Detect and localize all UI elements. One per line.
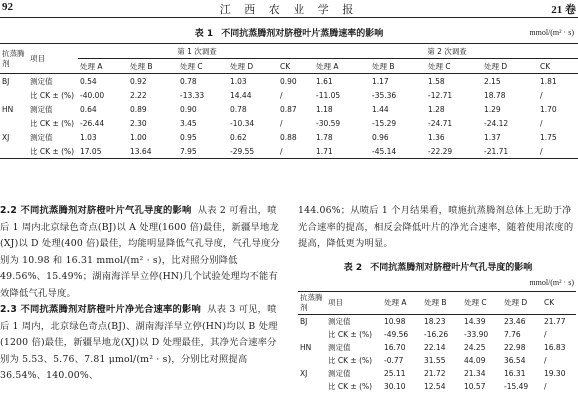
table1-group-cell: HN — [2, 104, 14, 114]
table1-group-cell: XJ — [2, 132, 10, 142]
table1-value-cell: 0.78 — [180, 76, 197, 86]
page-number: 92 — [2, 1, 13, 13]
table2-value-cell: 24.25 — [464, 342, 486, 352]
table2-value-cell: 23.46 — [504, 316, 526, 326]
table1-value-cell: 7.95 — [180, 146, 197, 156]
table2-number: 表 2 — [343, 263, 363, 273]
table1-col-header: 处理 D — [482, 59, 538, 74]
table1-value-cell: / — [540, 90, 543, 100]
table2-item-cell: 测定值 — [328, 368, 351, 378]
table1-value-cell: 14.44 — [230, 90, 252, 100]
table1-value-cell: / — [280, 90, 283, 100]
volume-label: 21 卷 — [551, 4, 576, 16]
table2-value-cell: -33.90 — [464, 329, 489, 339]
table1-caption-line — [0, 26, 578, 40]
table1-body — [0, 74, 578, 159]
table1-value-cell: 0.88 — [280, 132, 297, 142]
table1-value-cell: 0.90 — [280, 76, 297, 86]
table2-value-cell: 30.10 — [384, 381, 406, 391]
table1-value-cell: 1.03 — [80, 132, 97, 142]
table2-value-cell: 14.39 — [464, 316, 486, 326]
table2-value-cell: 16.83 — [544, 342, 566, 352]
journal-title: 江 西 农 业 学 报 — [219, 3, 359, 16]
table2-col-header: 处理 D — [504, 298, 528, 307]
table2-col-header: 处理 C — [464, 298, 487, 307]
table2-value-cell: 21.72 — [424, 368, 446, 378]
table1-value-cell: 1.70 — [540, 104, 557, 114]
table1-value-cell: 1.58 — [428, 76, 445, 86]
table2-value-cell: -15.49 — [504, 381, 529, 391]
table1-value-cell: 17.05 — [80, 146, 102, 156]
table1-group-cell — [0, 144, 28, 159]
table1-item-header: 项目 — [28, 44, 78, 74]
table1-value-cell: / — [540, 118, 543, 128]
table2-body — [298, 315, 576, 394]
header-rule — [0, 17, 578, 18]
table1-value-cell: -40.00 — [80, 90, 105, 100]
table1-item-cell: 测定值 — [30, 132, 53, 142]
section-2-3-text: 从表 3 可见，喷后 1 周内，北京绿色奇点(BJ)、湖南海洋旱立停(HN)均以 B 处理(1200 倍)最佳，新疆旱地龙(XJ)以 D 处理最佳，其净光合速率分别为 5.53、5.76、7.81 μmol/(m² · s)，分别比对照提高 36.54%、140.00%、 — [0, 304, 278, 381]
table2-value-cell: 16.31 — [504, 368, 526, 378]
table1-value-cell: 0.90 — [180, 104, 197, 114]
table1-value-cell: 0.87 — [280, 104, 297, 114]
table1-col-header: CK — [538, 59, 578, 74]
table2-value-cell: 19.30 — [544, 368, 566, 378]
table2-value-cell: 22.98 — [504, 342, 526, 352]
table1-value-cell: 0.92 — [130, 76, 147, 86]
table2-value-cell: 21.77 — [544, 316, 566, 326]
table2-header-row — [298, 292, 576, 315]
table1-value-cell: 1.71 — [316, 146, 333, 156]
table1-value-cell: -13.33 — [180, 90, 205, 100]
table1-item-cell: 测定值 — [30, 104, 53, 114]
table2-value-cell: / — [544, 381, 547, 391]
table1-value-cell: 0.64 — [80, 104, 97, 114]
table2-group-cell: BJ — [300, 316, 308, 326]
table1-survey2-header: 第 2 次调查 — [427, 46, 467, 56]
table2-value-cell: 22.14 — [424, 342, 446, 352]
table2-row — [298, 354, 576, 367]
table1-value-cell: 1.00 — [130, 132, 147, 142]
table1-survey1-header: 第 1 次调查 — [177, 46, 217, 56]
table1-value-cell: -21.71 — [484, 146, 509, 156]
table2-group-header: 抗蒸腾剂 — [300, 293, 323, 312]
table1-value-cell: 1.75 — [540, 132, 557, 142]
table1-value-cell: -29.55 — [230, 146, 255, 156]
table2-item-cell: 比 CK ± (%) — [328, 355, 373, 365]
table2-value-cell: / — [544, 329, 547, 339]
table1-value-cell: -45.14 — [372, 146, 397, 156]
table1-col-header: 处理 A — [314, 59, 370, 74]
table1-value-cell: 2.15 — [484, 76, 501, 86]
table2-title: 不同抗蒸腾剂对脐橙叶片气孔导度的影响 — [370, 263, 533, 273]
table1-title: 不同抗蒸腾剂对脐橙叶片蒸腾速率的影响 — [221, 29, 384, 39]
table1-value-cell: 1.81 — [540, 76, 557, 86]
table2-col-header: CK — [544, 298, 555, 307]
table1-value-cell: -26.44 — [80, 118, 105, 128]
table1-row — [0, 116, 578, 130]
table2 — [298, 291, 576, 393]
table1-value-cell: 1.03 — [230, 76, 247, 86]
table2-value-cell: 44.09 — [464, 355, 486, 365]
table2-group-cell: XJ — [300, 368, 308, 378]
table1-group-cell: BJ — [2, 76, 10, 86]
table1-number: 表 1 — [194, 29, 214, 39]
table2-value-cell: / — [544, 355, 547, 365]
table1-item-cell: 比 CK ± (%) — [30, 118, 75, 128]
table1-col-header: 处理 B — [128, 59, 178, 74]
table1-value-cell: 0.54 — [80, 76, 97, 86]
section-2-2-heading: 2.2 不同抗蒸腾剂对脐橙叶片气孔导度的影响 — [0, 205, 192, 216]
table2-group-cell — [298, 328, 326, 341]
table1-value-cell: 1.28 — [428, 104, 445, 114]
left-text-column — [0, 203, 283, 385]
table1-row — [0, 144, 578, 159]
table1-header-row-1 — [0, 44, 578, 59]
table2-row — [298, 367, 576, 380]
table2-col-header: 处理 A — [384, 298, 407, 307]
table1-value-cell: -22.29 — [428, 146, 453, 156]
table1-col-header: 处理 C — [178, 59, 228, 74]
table1-group-header: 抗蒸腾剂 — [0, 44, 28, 74]
table1-value-cell: -24.12 — [484, 118, 509, 128]
table1-value-cell: 0.78 — [230, 104, 247, 114]
table1-value-cell: 18.78 — [484, 90, 506, 100]
table1-row — [0, 74, 578, 89]
table1-value-cell: -30.59 — [316, 118, 341, 128]
table1-value-cell: 1.36 — [428, 132, 445, 142]
table1-value-cell: 1.17 — [372, 76, 389, 86]
table1-value-cell: 0.95 — [180, 132, 197, 142]
table2-value-cell: 36.54 — [504, 355, 526, 365]
table2-value-cell: 10.57 — [464, 381, 486, 391]
table1-value-cell: / — [280, 118, 283, 128]
table2-row — [298, 341, 576, 354]
table1-caption — [0, 26, 578, 39]
table2-value-cell: 31.55 — [424, 355, 446, 365]
table2-group-cell: HN — [300, 342, 312, 352]
table1-value-cell: / — [280, 146, 283, 156]
table1-row — [0, 102, 578, 116]
table1 — [0, 43, 578, 159]
table1-col-header: 处理 A — [78, 59, 128, 74]
table1-value-cell: -12.71 — [428, 90, 453, 100]
table1-value-cell: 1.37 — [484, 132, 501, 142]
table2-item-cell: 比 CK ± (%) — [328, 381, 373, 391]
table2-col-header: 处理 B — [424, 298, 447, 307]
table2-row — [298, 315, 576, 329]
table2-group-cell — [298, 354, 326, 367]
table2-item-cell: 测定值 — [328, 342, 351, 352]
table2-value-cell: -49.56 — [384, 329, 409, 339]
running-header — [0, 0, 578, 18]
table2-item-cell: 比 CK ± (%) — [328, 329, 373, 339]
table1-group-cell — [0, 116, 28, 130]
table1-value-cell: -24.71 — [428, 118, 453, 128]
table1-group-cell — [0, 88, 28, 102]
table1-value-cell: -11.05 — [316, 90, 341, 100]
right-column-paragraph: 144.06%；从喷后 1 个月结果看，喷施抗蒸腾剂总体上无助于净光合速率的提高，相反会降低叶片的净光合速率，随着使用浓度的提高，降低更为明显。 — [298, 205, 574, 249]
table1-value-cell: / — [540, 146, 543, 156]
table2-group-cell — [298, 380, 326, 393]
table1-value-cell: -10.34 — [230, 118, 255, 128]
table2-value-cell: 7.76 — [504, 329, 521, 339]
table1-item-cell: 比 CK ± (%) — [30, 146, 75, 156]
table2-item-header: 项目 — [328, 298, 343, 307]
table2-caption — [298, 260, 578, 274]
table1-value-cell: 0.89 — [130, 104, 147, 114]
table1-row — [0, 130, 578, 144]
table1-value-cell: 0.62 — [230, 132, 247, 142]
table2-row — [298, 328, 576, 341]
table1-value-cell: 1.78 — [316, 132, 333, 142]
table1-value-cell: 0.96 — [372, 132, 389, 142]
table2-value-cell: 18.23 — [424, 316, 446, 326]
right-text-column — [298, 203, 578, 253]
table2-value-cell: -16.26 — [424, 329, 449, 339]
table1-item-cell: 比 CK ± (%) — [30, 90, 75, 100]
table2-value-cell: 25.11 — [384, 368, 406, 378]
table1-col-header: 处理 C — [426, 59, 482, 74]
table1-unit: mmol/(m² · s) — [529, 28, 574, 37]
table1-col-header: 处理 D — [228, 59, 278, 74]
table2-row — [298, 380, 576, 393]
table1-value-cell: 1.61 — [316, 76, 333, 86]
table1-col-header: CK — [278, 59, 314, 74]
section-2-3-heading: 2.3 不同抗蒸腾剂对脐橙叶片净光合速率的影响 — [0, 304, 201, 315]
table2-value-cell: 16.70 — [384, 342, 406, 352]
table1-row — [0, 88, 578, 102]
table1-value-cell: 2.22 — [130, 90, 147, 100]
table1-value-cell: -15.29 — [372, 118, 397, 128]
table2-value-cell: -0.77 — [384, 355, 404, 365]
table1-value-cell: 1.18 — [316, 104, 333, 114]
table1-col-header: 处理 B — [370, 59, 426, 74]
table1-item-cell: 测定值 — [30, 76, 53, 86]
table1-value-cell: 1.44 — [372, 104, 389, 114]
table1-value-cell: 3.45 — [180, 118, 197, 128]
table2-unit: mmol/(m² · s) — [529, 278, 574, 287]
table1-header-row-2 — [0, 59, 578, 74]
table2-value-cell: 10.98 — [384, 316, 406, 326]
table1-value-cell: 1.29 — [484, 104, 501, 114]
table2-value-cell: 21.34 — [464, 368, 486, 378]
table1-value-cell: 2.30 — [130, 118, 147, 128]
section-2-2-text: 从表 2 可看出，喷后 1 周内北京绿色奇点(BJ)以 A 处理(1600 倍)最佳，新疆旱地龙(XJ)以 D 处理(400 倍)最佳，均能明显降低气孔导度，气孔导度分别为 10.98 和 16.31 mmol/(m² · s)，比对照分别降低 49.56%、15.49%；湖南海洋旱立停(HN)几个试验处理均不能有效降低气孔导度。 — [0, 205, 280, 299]
table2-value-cell: 12.54 — [424, 381, 446, 391]
table1-value-cell: 13.64 — [130, 146, 152, 156]
table1-value-cell: -35.36 — [372, 90, 397, 100]
table2-item-cell: 测定值 — [328, 316, 351, 326]
